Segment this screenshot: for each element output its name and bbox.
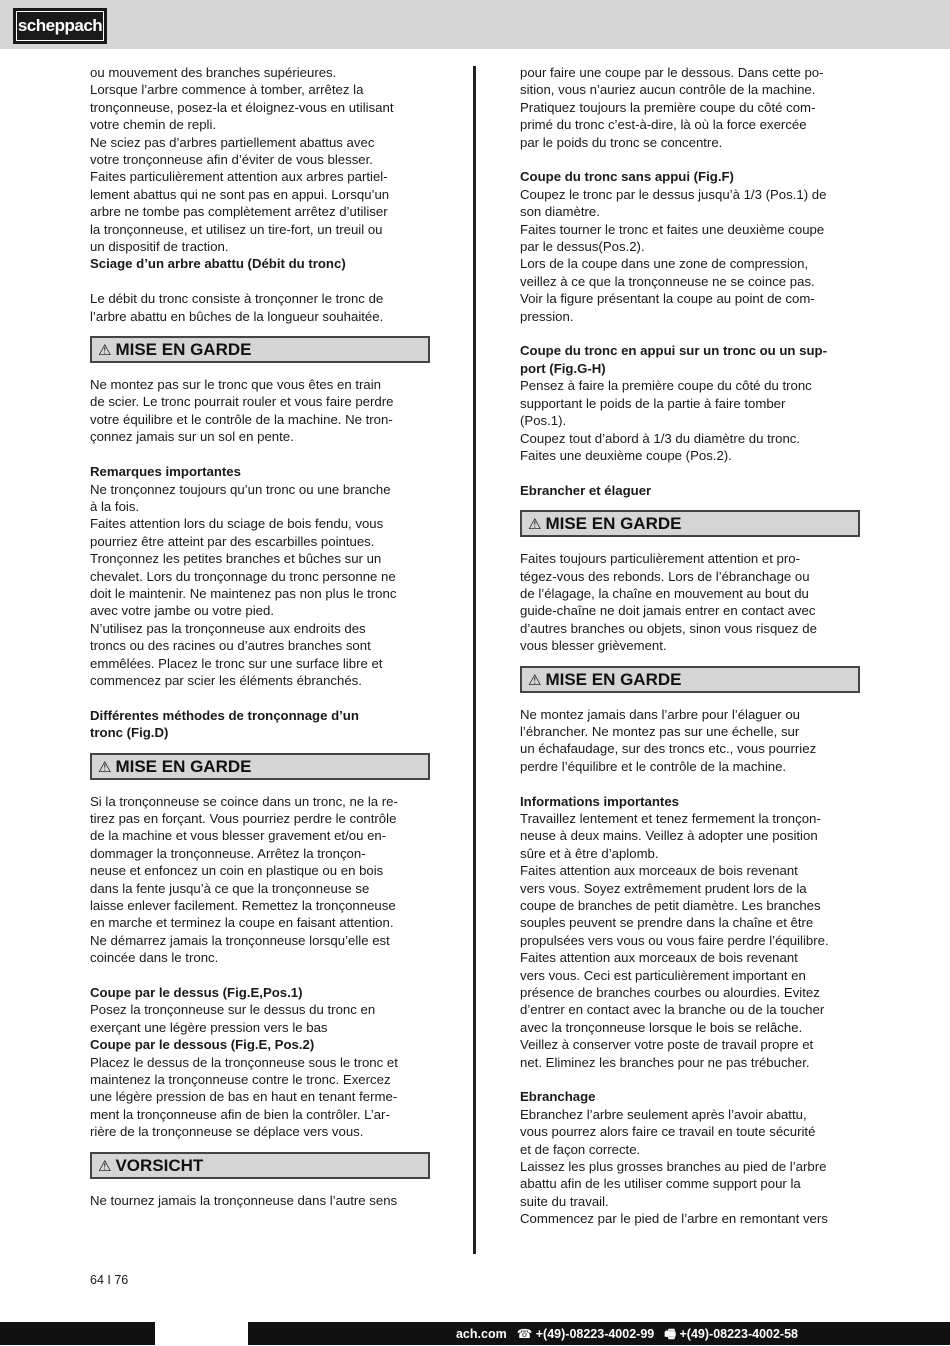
text-line: d’entrer en contact avec la branche ou de la toucher [520,1002,825,1018]
text-line: d’autres branches ou objets, sinon vous risquez de [520,620,817,636]
text-line: Laissez les plus grosses branches au pied de l’arbre [520,1159,827,1175]
text-line: troncs ou des racines ou d’autres branches sont [90,638,371,654]
section-heading: Ebranchage [520,1089,596,1105]
text-line: Le débit du tronc consiste à tronçonner le tronc de [90,291,384,307]
section-heading: Remarques importantes [90,464,241,480]
text-line: vous pourrez alors faire ce travail en toute sécurité [520,1124,816,1140]
text-line: commencez par scier les éléments ébranchés. [90,672,362,688]
warning-icon: ⚠ [98,1157,112,1175]
text-line: Ne tronçonnez toujours qu’un tronc ou une branche [90,481,391,497]
section-heading: Coupe par le dessous (Fig.E, Pos.2) [90,1037,315,1053]
brand-logo: scheppach [13,8,107,44]
text-line: ou mouvement des branches supérieures. [90,65,337,80]
text-line: propulsées vers vous ou vous faire perdre l’équilibre. [520,932,829,948]
text-line: Coupez tout d’abord à 1/3 du diamètre du tronc. [520,430,801,446]
text-line: pourriez être atteint par des escarbilles pointues. [90,533,375,549]
text-line: neuse et enfoncez un coin en plastique ou en bois [90,863,384,879]
section-heading: Différentes méthodes de tronçonnage d’un [90,707,359,723]
text-line: Faites attention aux morceaux de bois revenant [520,863,798,879]
text-line: tégez-vous des rebonds. Lors de l’ébranchage ou [520,568,810,584]
text-line: Ne tournez jamais la tronçonneuse dans l’autre sens [90,1192,398,1208]
text-line: Ne sciez pas d’arbres partiellement abattus avec [90,134,375,150]
text-line: doit le maintenir. Ne maintenez pas non plus le tronc [90,585,397,601]
text-line: dommager la tronçonneuse. Arrêtez la tronçon- [90,845,366,861]
text-line: Ne montez pas sur le tronc que vous êtes en train [90,377,382,393]
warning-icon: ⚠ [98,758,112,776]
text-line: Tronçonnez les petites branches et bûches sur un [90,551,382,567]
text-line: chevalet. Lors du tronçonnage du tronc personne ne [90,568,396,584]
text-line: Lorsque l’arbre commence à tomber, arrêtez la [90,82,364,98]
text-line: par le poids du tronc se concentre. [520,134,723,150]
footer-contact [446,1325,798,1346]
right-column [520,64,865,1228]
section-heading: Sciage d’un arbre abattu (Débit du tronc) [90,256,346,272]
text-line: Veillez à conserver votre poste de travail propre et [520,1037,814,1053]
text-line: en marche et terminez la coupe en faisant attention. [90,915,394,931]
text-line: votre tronçonneuse afin d’éviter de vous blesser. [90,152,373,168]
text-line: coincée dans le tronc. [90,950,219,966]
text-line: Si la tronçonneuse se coince dans un tronc, ne la re- [90,793,398,809]
text-line: maintenez la tronçonneuse contre le tronc. Exercez [90,1072,391,1088]
text-line: (Pos.1). [520,413,567,429]
section-heading: Coupe du tronc sans appui (Fig.F) [520,169,734,185]
text-line: lement abattus qui ne sont pas en appui. Lorsqu’un [90,186,390,202]
section-heading: Coupe par le dessus (Fig.E,Pos.1) [90,985,303,1001]
text-line: exerçant une légère pression vers le bas [90,1019,328,1035]
text-line: dans la fente jusqu’à ce que la tronçonneuse se [90,880,370,896]
text-line: rière de la tronçonneuse se déplace vers vous. [90,1124,364,1140]
text-line: Faites particulièrement attention aux arbres partiel- [90,169,388,185]
footer-bar [0,1322,950,1345]
header-bar [0,0,950,49]
text-line: la tronçonneuse, et utilisez un tire-fort, un treuil ou [90,221,383,237]
page-number: 64 I 76 [90,1273,129,1287]
text-line: Travaillez lentement et tenez fermement la tronçon- [520,810,821,826]
text-line: supportant le poids de la partie à faire tomber [520,395,786,411]
section-heading: port (Fig.G-H) [520,360,606,376]
text-line: tirez pas en forçant. Vous pourriez perdre le contrôle [90,810,397,826]
text-line: neuse à deux mains. Veillez à adopter une position [520,828,818,844]
text-line: vous blesser grièvement. [520,638,667,654]
section-heading: Informations importantes [520,793,679,809]
text-line: présence de branches courbes ou alourdies. Evitez [520,985,820,1001]
text-line: un dispositif de traction. [90,239,229,255]
text-line: coupe de branches de petit diamètre. Les branches [520,898,821,913]
text-line: avec votre jambe ou votre pied. [90,603,274,619]
text-line: emmêlées. Placez le tronc sur une surface libre et [90,655,383,671]
text-line: Faites une deuxième coupe (Pos.2). [520,447,732,463]
text-line: Faites toujours particulièrement attention et pro- [520,551,801,567]
text-line: suite du travail. [520,1193,609,1209]
text-line: vers vous. Ceci est particulièrement important en [520,967,806,983]
text-line: Placez le dessus de la tronçonneuse sous le tronc et [90,1054,398,1070]
warning-box: ⚠ MISE EN GARDE [520,666,860,693]
text-line: Coupez le tronc par le dessus jusqu’à 1/3 (Pos.1) de [520,186,827,202]
text-line: veillez à ce que la tronçonneuse ne se coince pas. [520,273,815,289]
text-line: Pratiquez toujours la première coupe du côté com- [520,99,816,115]
text-line: abattu afin de les utiliser comme support pour la [520,1176,801,1192]
warning-box: ⚠ VORSICHT [90,1152,430,1179]
section-heading: tronc (Fig.D) [90,725,169,741]
text-line: Faites attention aux morceaux de bois revenant [520,950,798,966]
section-heading: Ebrancher et élaguer [520,482,652,498]
text-line: net. Eliminez les branches pour ne pas trébucher. [520,1054,810,1070]
text-line: l’arbre abattu en bûches de la longueur souhaitée. [90,308,384,324]
column-divider [473,66,476,1254]
warning-icon: ⚠ [528,516,542,534]
text-line: Ne démarrez jamais la tronçonneuse lorsqu’elle est [90,932,390,948]
text-line: par le dessus(Pos.2). [520,239,645,255]
text-line: guide-chaîne ne doit jamais entrer en contact avec [520,603,816,619]
footer-website[interactable]: ach.com [455,1327,507,1341]
text-line: votre équilibre et le contrôle de la machine. Ne tron- [90,411,393,427]
text-line: Ne montez jamais dans l’arbre pour l’élaguer ou [520,706,801,722]
text-line: Ebranchez l’arbre seulement après l’avoir abattu, [520,1106,807,1122]
text-line: de scier. Le tronc pourrait rouler et vous faire perdre [90,394,394,410]
text-line: Commencez par le pied de l’arbre en remontant vers [520,1211,828,1227]
text-line: l’ébrancher. Ne montez pas sur une échelle, sur [520,723,800,739]
warning-icon: ⚠ [528,671,542,689]
text-line: arbre ne tombe pas complètement arrêtez d’utiliser [90,204,388,220]
text-line: une légère pression de bas en haut en tenant ferme- [90,1089,398,1105]
text-line: vers vous. Soyez extrêmement prudent lors de la [520,880,807,896]
section-heading: Coupe du tronc en appui sur un tronc ou un sup- [520,343,827,359]
footer-phone: ☎ +(49)-08223-4002-99 [516,1327,655,1341]
warning-icon: ⚠ [98,342,112,360]
text-line: Posez la tronçonneuse sur le dessus du tronc en [90,1002,376,1018]
text-line: souples peuvent se prendre dans la chaîne et être [520,915,814,931]
text-line: perdre l’équilibre et le contrôle de la machine. [520,758,787,774]
text-line: et de façon correcte. [520,1141,641,1157]
text-line: sition, vous n’auriez aucun contrôle de la machine. [520,82,816,98]
text-line: de la machine et vous blesser gravement et/ou en- [90,828,387,844]
text-line: avec la tronçonneuse lorsque le bois se relâche. [520,1019,803,1035]
text-line: Lors de la coupe dans une zone de compression, [520,256,809,272]
footer-fax: 🖷 +(49)-08223-4002-58 [664,1327,798,1341]
warning-box: ⚠ MISE EN GARDE [520,510,860,537]
text-line: Faites tourner le tronc et faites une deuxième coupe [520,221,825,237]
text-line: çonnez jamais sur un sol en pente. [90,429,294,445]
text-line: sûre et à être d’aplomb. [520,845,659,861]
text-line: à la fois. [90,498,140,514]
text-line: votre chemin de repli. [90,117,217,133]
text-line: tronçonneuse, posez-la et éloignez-vous en utilisant [90,99,394,115]
left-column [90,64,432,1209]
text-line: N’utilisez pas la tronçonneuse aux endroits des [90,620,366,636]
warning-box: ⚠ MISE EN GARDE [90,753,430,780]
text-line: Faites attention lors du sciage de bois fendu, vous [90,516,384,532]
text-line: primé du tronc c’est-à-dire, là où la force exercée [520,117,807,133]
text-line: de l’élagage, la chaîne en mouvement au bout du [520,585,809,601]
text-line: laisse enlever facilement. Remettez la tronçonneuse [90,898,396,914]
text-line: Pensez à faire la première coupe du côté du tronc [520,378,812,394]
text-line: son diamètre. [520,204,600,220]
text-line: pour faire une coupe par le dessous. Dans cette po- [520,65,824,80]
text-line: ment la tronçonneuse afin de bien la contrôler. L’ar- [90,1106,390,1122]
text-line: pression. [520,308,574,324]
text-line: Voir la figure présentant la coupe au point de com- [520,291,815,307]
warning-box: ⚠ MISE EN GARDE [90,336,430,363]
text-line: un échafaudage, sur des troncs etc., vous pourriez [520,741,817,757]
footer-gap [155,1322,248,1345]
